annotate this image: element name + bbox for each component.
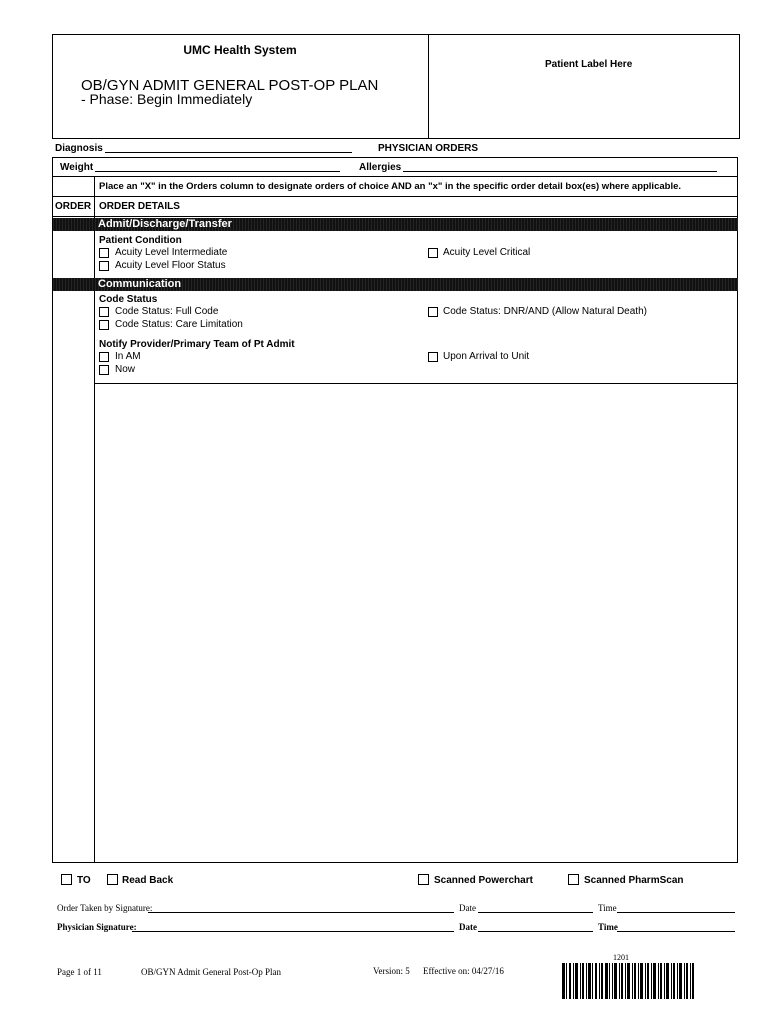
page-number: Page 1 of 11 [57, 967, 102, 977]
physician-signature-label: Physician Signature: [57, 922, 137, 932]
plan-title: OB/GYN ADMIT GENERAL POST-OP PLAN [81, 77, 379, 94]
allergies-field[interactable] [403, 171, 717, 172]
acuity-critical-checkbox[interactable] [428, 248, 438, 258]
footer-effective-date: Effective on: 04/27/16 [423, 966, 504, 976]
code-care-limitation-checkbox[interactable] [99, 320, 109, 330]
weight-field[interactable] [95, 171, 340, 172]
patient-condition-heading: Patient Condition [99, 235, 182, 246]
code-dnr-checkbox[interactable] [428, 307, 438, 317]
row-divider [52, 176, 738, 177]
code-care-limitation-label: Code Status: Care Limitation [115, 319, 243, 330]
acuity-intermediate-label: Acuity Level Intermediate [115, 247, 228, 258]
row-divider [52, 196, 738, 197]
scanned-powerchart-label: Scanned Powerchart [434, 875, 533, 886]
scanned-powerchart-checkbox[interactable] [418, 874, 429, 885]
scanned-pharmscan-label: Scanned PharmScan [584, 875, 684, 886]
instruction-text: Place an "X" in the Orders column to designate orders of choice AND an "x" in the specific order detail box(es) where applicable. [99, 181, 682, 192]
read-back-checkbox[interactable] [107, 874, 118, 885]
notify-now-label: Now [115, 364, 136, 375]
to-checkbox[interactable] [61, 874, 72, 885]
diagnosis-field[interactable] [105, 152, 352, 153]
order-taken-date-field[interactable] [478, 912, 593, 913]
section-bar-communication [53, 278, 738, 291]
physician-signature-field[interactable] [132, 931, 454, 932]
scanned-pharmscan-checkbox[interactable] [568, 874, 579, 885]
order-column-header: ORDER [55, 201, 92, 212]
code-status-heading: Code Status [99, 294, 158, 305]
section-title-communication: Communication [98, 278, 182, 290]
patient-label: Patient Label Here [545, 59, 633, 70]
acuity-floor-label: Acuity Level Floor Status [115, 260, 226, 271]
physician-time-field[interactable] [617, 931, 735, 932]
org-name: UMC Health System [183, 43, 297, 57]
barcode-image [562, 963, 694, 999]
section-title-admit: Admit/Discharge/Transfer [98, 218, 232, 230]
section-bar-admit [53, 218, 738, 231]
physician-time-label: Time [598, 922, 618, 932]
notify-now-checkbox[interactable] [99, 365, 109, 375]
acuity-floor-checkbox[interactable] [99, 261, 109, 271]
footer-version: Version: 5 [373, 966, 410, 976]
physician-date-label: Date [459, 922, 477, 932]
allergies-label: Allergies [359, 162, 402, 173]
diagnosis-label: Diagnosis [55, 143, 103, 154]
footer-plan-name: OB/GYN Admit General Post-Op Plan [141, 967, 281, 977]
physician-orders-heading: PHYSICIAN ORDERS [378, 143, 479, 154]
phase-label: - Phase: Begin Immediately [81, 91, 253, 107]
code-full-label: Code Status: Full Code [115, 306, 219, 317]
code-dnr-label: Code Status: DNR/AND (Allow Natural Death) [443, 306, 647, 317]
notify-upon-arrival-label: Upon Arrival to Unit [443, 351, 530, 362]
to-label: TO [77, 875, 91, 886]
notify-heading: Notify Provider/Primary Team of Pt Admit [99, 339, 295, 350]
order-taken-time-label: Time [598, 903, 617, 913]
order-taken-date-label: Date [459, 903, 476, 913]
notify-in-am-label: In AM [115, 351, 141, 362]
order-taken-signature-field[interactable] [148, 912, 454, 913]
weight-label: Weight [60, 162, 94, 173]
acuity-critical-label: Acuity Level Critical [443, 247, 531, 258]
row-divider [94, 383, 738, 384]
barcode-number: 1201 [613, 953, 629, 962]
header-divider [428, 34, 429, 138]
order-details-header: ORDER DETAILS [99, 201, 180, 212]
acuity-intermediate-checkbox[interactable] [99, 248, 109, 258]
notify-in-am-checkbox[interactable] [99, 352, 109, 362]
order-taken-time-field[interactable] [617, 912, 735, 913]
code-full-checkbox[interactable] [99, 307, 109, 317]
read-back-label: Read Back [122, 875, 174, 886]
notify-upon-arrival-checkbox[interactable] [428, 352, 438, 362]
physician-date-field[interactable] [478, 931, 593, 932]
order-taken-label: Order Taken by Signature: [57, 903, 153, 913]
